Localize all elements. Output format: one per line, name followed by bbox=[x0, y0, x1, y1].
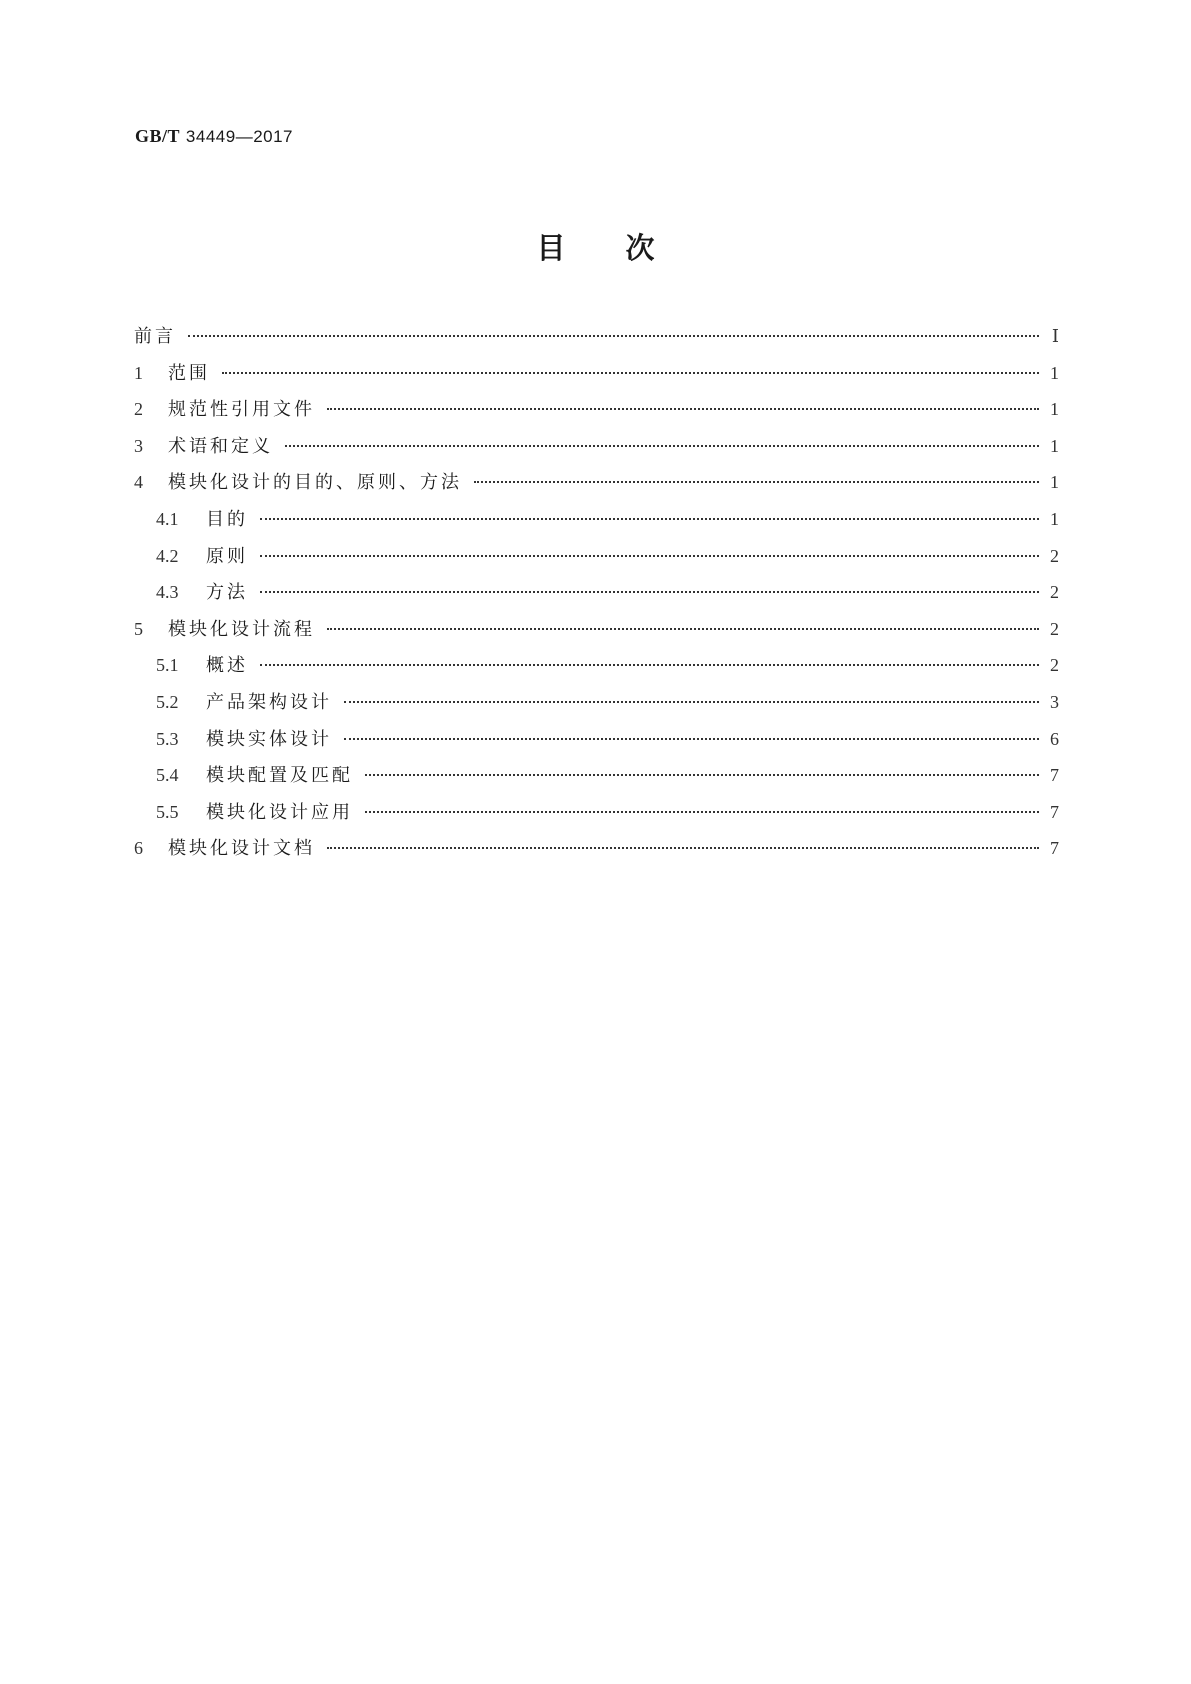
toc-dot-leader bbox=[365, 774, 1039, 776]
toc-entry-number: 4.1 bbox=[156, 508, 179, 529]
toc-entry-title: 模块化设计的目的、原则、方法 bbox=[168, 472, 462, 494]
standard-number: 34449—2017 bbox=[185, 127, 294, 146]
toc-entry-number: 5.3 bbox=[156, 728, 179, 749]
toc-entry-number: 5.2 bbox=[156, 691, 179, 712]
toc-entry-title: 目的 bbox=[206, 508, 248, 530]
toc-dot-leader bbox=[260, 555, 1039, 557]
toc-dot-leader bbox=[327, 847, 1039, 849]
toc-entry[interactable] bbox=[134, 542, 1059, 579]
toc-dot-leader bbox=[327, 628, 1039, 630]
toc-entry-title: 方法 bbox=[206, 582, 248, 604]
toc-entry-title: 前言 bbox=[134, 326, 176, 347]
toc-entry-number: 2 bbox=[134, 399, 143, 420]
toc-entry-page: 2 bbox=[1050, 655, 1059, 676]
toc-entry[interactable] bbox=[134, 615, 1059, 652]
toc-entry-title: 模块化设计流程 bbox=[168, 618, 315, 640]
toc-entry-page: 3 bbox=[1050, 691, 1059, 712]
toc-entry[interactable] bbox=[134, 725, 1059, 762]
toc-entry-number: 3 bbox=[134, 435, 143, 456]
toc-entry-page: 7 bbox=[1050, 765, 1059, 786]
toc-entry-number: 4.3 bbox=[156, 582, 179, 603]
toc-entry-title: 范围 bbox=[168, 362, 210, 384]
toc-entry-title: 模块化设计应用 bbox=[206, 801, 353, 823]
toc-entry-page: 2 bbox=[1050, 618, 1059, 639]
toc-entry-page: 1 bbox=[1050, 399, 1059, 420]
toc-dot-leader bbox=[474, 481, 1039, 483]
toc-entry[interactable] bbox=[134, 468, 1059, 505]
toc-entry-page: 1 bbox=[1050, 435, 1059, 456]
toc-dot-leader bbox=[260, 591, 1039, 593]
toc-entry[interactable] bbox=[134, 322, 1059, 359]
toc-entry-title: 模块配置及匹配 bbox=[206, 765, 353, 787]
toc-entry-number: 4 bbox=[134, 472, 143, 493]
toc-entry-title: 产品架构设计 bbox=[206, 691, 332, 713]
toc-entry-page: 7 bbox=[1050, 801, 1059, 822]
toc-dot-leader bbox=[222, 372, 1039, 374]
toc-entry-number: 5.5 bbox=[156, 801, 179, 822]
standard-prefix: GB/T bbox=[135, 126, 181, 146]
toc-entry[interactable] bbox=[134, 578, 1059, 615]
toc-entry[interactable] bbox=[134, 432, 1059, 469]
toc-entry-number: 5 bbox=[134, 618, 143, 639]
toc-entry-title: 概述 bbox=[206, 655, 248, 677]
toc-entry-title: 模块化设计文档 bbox=[168, 838, 315, 860]
toc-entry-page: 2 bbox=[1050, 582, 1059, 603]
toc-dot-leader bbox=[365, 811, 1039, 813]
toc-entry-number: 5.1 bbox=[156, 655, 179, 676]
toc-entry[interactable] bbox=[134, 798, 1059, 835]
toc-dot-leader bbox=[344, 701, 1039, 703]
toc-entry[interactable] bbox=[134, 834, 1059, 871]
toc-entry-page: 7 bbox=[1050, 838, 1059, 859]
page-title: 目次 bbox=[536, 231, 715, 265]
toc-entry[interactable] bbox=[134, 688, 1059, 725]
toc-dot-leader bbox=[188, 335, 1039, 337]
toc-entry-page: Ⅰ bbox=[1051, 326, 1059, 346]
toc-dot-leader bbox=[260, 664, 1039, 666]
toc-dot-leader bbox=[285, 445, 1039, 447]
toc-entry-number: 4.2 bbox=[156, 545, 179, 566]
toc-entry-page: 1 bbox=[1050, 362, 1059, 383]
toc-entry-number: 1 bbox=[134, 362, 143, 383]
toc-entry-title: 原则 bbox=[206, 545, 248, 567]
toc-dot-leader bbox=[327, 408, 1039, 410]
toc-entry-title: 规范性引用文件 bbox=[168, 399, 315, 421]
toc-entry-page: 1 bbox=[1050, 472, 1059, 493]
toc-dot-leader bbox=[260, 518, 1039, 520]
toc-entry-page: 2 bbox=[1050, 545, 1059, 566]
toc-entry-number: 6 bbox=[134, 838, 143, 859]
toc-dot-leader bbox=[344, 738, 1039, 740]
toc-entry-page: 1 bbox=[1050, 508, 1059, 529]
toc-entry-title: 模块实体设计 bbox=[206, 728, 332, 750]
toc-entry[interactable] bbox=[134, 359, 1059, 396]
toc-entry-number: 5.4 bbox=[156, 765, 179, 786]
toc-entry[interactable] bbox=[134, 395, 1059, 432]
toc-entry[interactable] bbox=[134, 761, 1059, 798]
toc-entry[interactable] bbox=[134, 505, 1059, 542]
table-of-contents bbox=[134, 322, 1059, 871]
toc-entry-title: 术语和定义 bbox=[168, 435, 273, 457]
toc-entry-page: 6 bbox=[1050, 728, 1059, 749]
toc-entry[interactable] bbox=[134, 651, 1059, 688]
standard-header bbox=[135, 126, 293, 147]
